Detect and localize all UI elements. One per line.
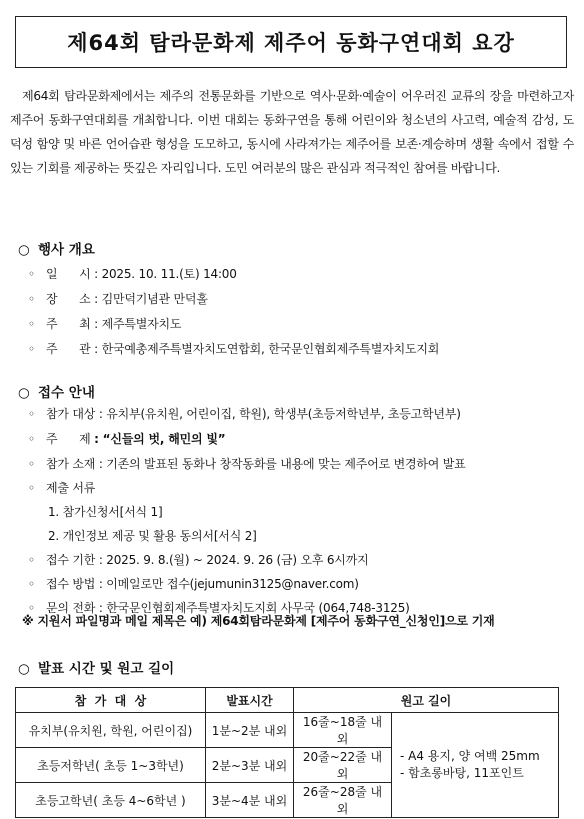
bullet: ◦ xyxy=(28,481,35,495)
table-header-row xyxy=(16,688,559,713)
item-label: 주 최 xyxy=(46,317,91,331)
item-value: : “신들의 벗, 해민의 빛” xyxy=(94,432,226,446)
section-length-heading xyxy=(18,657,174,677)
cell-length: 20줄~22줄 내외 xyxy=(294,748,392,783)
section-marker: ○ xyxy=(18,385,30,401)
item-value: : 2025. 9. 8.(월) ~ 2024. 9. 26 (금) 오후 6시까지 xyxy=(98,553,369,567)
bullet: ◦ xyxy=(28,601,35,615)
item-label: 일 시 xyxy=(46,267,91,281)
application-note: ※ 지원서 파일명과 메일 제목은 예) 제64회탐라문화제 [제주어 동화구연_신청인]으로 기재 xyxy=(22,614,495,628)
page-title: 제64회 탐라문화제 제주어 동화구연대회 요강 xyxy=(15,16,567,68)
cell-target: 초등저학년( 초등 1~3학년) xyxy=(16,748,206,783)
section-application-heading xyxy=(18,381,95,401)
item-label: 장 소 xyxy=(46,292,91,306)
application-method xyxy=(28,575,359,592)
length-table xyxy=(15,687,559,818)
cell-time: 1분~2분 내외 xyxy=(206,713,294,748)
intro-paragraph xyxy=(10,84,574,180)
item-label: 주 관 xyxy=(46,342,91,356)
section-heading-text: 발표 시간 및 원고 길이 xyxy=(38,661,175,677)
bullet: ◦ xyxy=(28,317,35,331)
item-label: 접수 기한 xyxy=(46,553,96,567)
item-label: 접수 방법 xyxy=(46,577,96,591)
bullet: ◦ xyxy=(28,407,35,421)
section-heading-text: 접수 안내 xyxy=(38,385,95,401)
cell-requirements xyxy=(392,713,559,818)
section-marker: ○ xyxy=(18,661,30,677)
requirement-font: - 함초롱바탕, 11포인트 xyxy=(400,766,524,780)
document-item-2: 2. 개인정보 제공 및 활용 동의서[서식 2] xyxy=(48,529,257,543)
cell-target: 초등고학년( 초등 4~6학년 ) xyxy=(16,783,206,818)
bullet: ◦ xyxy=(28,577,35,591)
item-label: 제출 서류 xyxy=(46,481,96,495)
item-label: 주 제 xyxy=(46,432,91,446)
intro-text: 제64회 탐라문화제에서는 제주의 전통문화를 기반으로 역사·문화·예술이 어우러진 교류의 장을 마련하고자 제주어 동화구연대회를 개최합니다. 이번 대회는 동화구연을 통해 어린이와 청소년의 사고력, 예술적 감성, 도덕성 함양 및 바른 언어습관 형성을 도모하고, 동시에 사라져가는 제주어를 보존·계승하며 생활 속에서 접할 수 있는 기회를 제공하는 뜻깊은 자리입니다. 도민 여러분의 많은 관심과 적극적인 참여를 바랍니다. xyxy=(10,89,574,175)
bullet: ◦ xyxy=(28,267,35,281)
bullet: ◦ xyxy=(28,432,35,446)
overview-host xyxy=(28,315,181,332)
overview-venue xyxy=(28,290,208,307)
table-row xyxy=(16,713,559,748)
overview-organizer xyxy=(28,340,439,357)
bullet: ◦ xyxy=(28,292,35,306)
application-theme xyxy=(28,430,226,447)
bullet: ◦ xyxy=(28,342,35,356)
section-heading-text: 행사 개요 xyxy=(38,242,95,258)
item-value: : 2025. 10. 11.(토) 14:00 xyxy=(94,267,237,281)
application-deadline xyxy=(28,551,369,568)
item-value: : 제주특별자치도 xyxy=(94,317,182,331)
item-value: : 이메일로만 접수(jejumunin3125@naver.com) xyxy=(98,577,359,591)
item-value: : 기존의 발표된 동화나 창작동화를 내용에 맞는 제주어로 변경하여 발표 xyxy=(98,457,466,471)
requirement-paper: - A4 용지, 양 여백 25mm xyxy=(400,749,540,763)
column-header-length: 원고 길이 xyxy=(294,688,559,713)
item-value: : 한국문인협회제주특별자치도지회 사무국 (064,748-3125) xyxy=(98,601,410,615)
item-label: 문의 전화 xyxy=(46,601,96,615)
document-item-1: 1. 참가신청서[서식 1] xyxy=(48,505,163,519)
section-overview-heading xyxy=(18,238,95,258)
column-header-target: 참 가 대 상 xyxy=(16,688,206,713)
item-label: 참가 소재 xyxy=(46,457,96,471)
item-value: : 한국예총제주특별자치도연합회, 한국문인협회제주특별자치도지회 xyxy=(94,342,440,356)
section-marker: ○ xyxy=(18,242,30,258)
item-value: : 김만덕기념관 만덕홀 xyxy=(94,292,208,306)
column-header-time: 발표시간 xyxy=(206,688,294,713)
bullet: ◦ xyxy=(28,553,35,567)
application-material xyxy=(28,455,466,472)
cell-length: 26줄~28줄 내외 xyxy=(294,783,392,818)
item-label: 참가 대상 xyxy=(46,407,96,421)
bullet: ◦ xyxy=(28,457,35,471)
cell-time: 2분~3분 내외 xyxy=(206,748,294,783)
application-target xyxy=(28,405,461,422)
overview-date xyxy=(28,265,237,282)
cell-length: 16줄~18줄 내외 xyxy=(294,713,392,748)
cell-time: 3분~4분 내외 xyxy=(206,783,294,818)
application-documents xyxy=(28,479,95,496)
item-value: : 유치부(유치원, 어린이집, 학원), 학생부(초등저학년부, 초등고학년부) xyxy=(98,407,461,421)
cell-target: 유치부(유치원, 학원, 어린이집) xyxy=(16,713,206,748)
